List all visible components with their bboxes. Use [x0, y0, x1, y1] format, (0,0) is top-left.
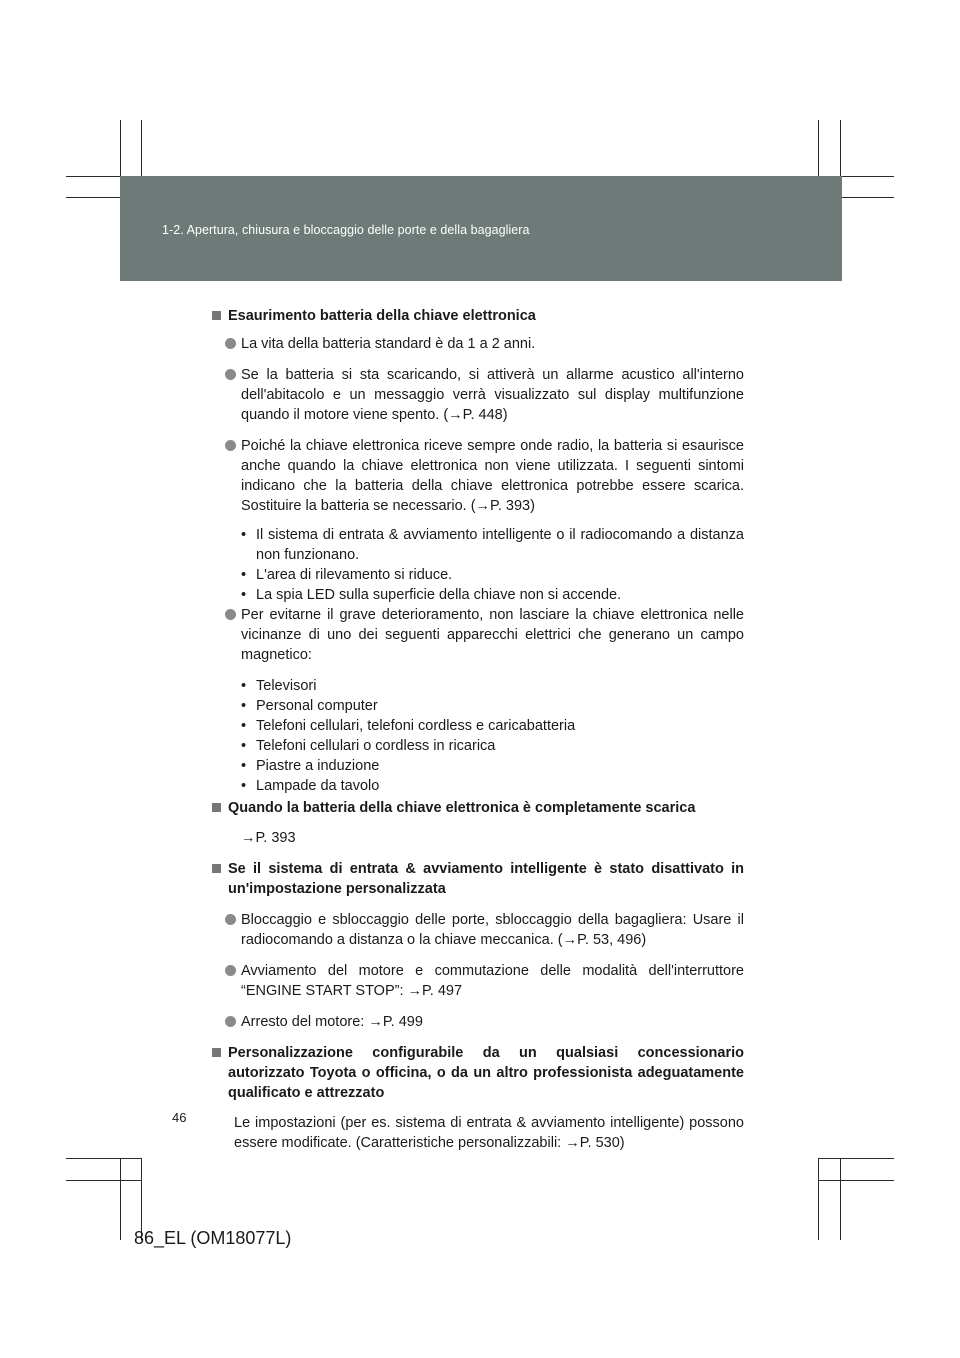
bullet-item — [212, 365, 744, 425]
list-item-text: Il sistema di entrata & avviamento intelligente o il radiocomando a distanza non funzionano. — [256, 527, 744, 563]
list-item — [212, 756, 744, 776]
heading-text: Personalizzazione configurabile da un qualsiasi concessionario autorizzato Toyota o officina, o da un altro professionista adeguatamente qualificato e attrezzato — [228, 1045, 744, 1101]
list-item — [212, 696, 744, 716]
round-bullet-icon — [225, 965, 236, 976]
bullet-item — [212, 436, 744, 516]
dot-marker-icon: • — [241, 678, 247, 694]
dot-marker-icon: • — [241, 527, 247, 543]
bullet-text: Avviamento del motore e commutazione delle modalità dell'interruttore “ENGINE START STOP”: →P. 497 — [241, 963, 744, 999]
round-bullet-icon — [225, 338, 236, 349]
square-bullet-icon — [212, 311, 221, 320]
list-item — [212, 736, 744, 756]
list-item-text: Telefoni cellulari o cordless in ricarica — [256, 738, 496, 754]
list-item — [212, 676, 744, 696]
list-item-text: Piastre a induzione — [256, 758, 380, 774]
crop-mark — [66, 1180, 142, 1181]
square-bullet-icon — [212, 864, 221, 873]
list-item — [212, 776, 744, 796]
bullet-text: La vita della batteria standard è da 1 a 2 anni. — [241, 336, 536, 352]
round-bullet-icon — [225, 369, 236, 380]
list-item — [212, 525, 744, 565]
dot-marker-icon: • — [241, 698, 247, 714]
dot-marker-icon: • — [241, 758, 247, 774]
page-number: 46 — [172, 1110, 187, 1125]
round-bullet-icon — [225, 609, 236, 620]
round-bullet-icon — [225, 1016, 236, 1027]
list-item-text: L'area di rilevamento si riduce. — [256, 567, 453, 583]
square-bullet-icon — [212, 803, 221, 812]
page-content — [212, 306, 744, 1153]
bullet-item — [212, 910, 744, 950]
list-item-text: Personal computer — [256, 698, 378, 714]
crop-mark — [840, 1158, 841, 1240]
section-heading — [212, 798, 744, 818]
bullet-text: Bloccaggio e sbloccaggio delle porte, sbloccaggio della bagagliera: Usare il radiocomando a distanza o la chiave meccanica. (→P. 53, 496) — [241, 912, 744, 948]
bullet-item — [212, 334, 744, 354]
crop-mark — [818, 1180, 894, 1181]
round-bullet-icon — [225, 440, 236, 451]
crop-mark — [818, 1158, 819, 1240]
list-item-text: Televisori — [256, 678, 317, 694]
footer-code: 86_EL (OM18077L) — [134, 1228, 292, 1248]
dot-marker-icon: • — [241, 738, 247, 754]
list-item — [212, 716, 744, 736]
dot-marker-icon: • — [241, 718, 247, 734]
heading-text: Se il sistema di entrata & avviamento intelligente è stato disattivato in un'impostazione personalizzata — [228, 861, 744, 897]
list-item-text: Lampade da tavolo — [256, 778, 380, 794]
bullet-text: Se la batteria si sta scaricando, si attiverà un allarme acustico all'interno dell'abitacolo e un messaggio verrà visualizzato sul display multifunzione quando il motore viene spento. (→P. 448) — [241, 367, 744, 423]
section-heading — [212, 1043, 744, 1103]
crop-mark — [818, 1158, 894, 1159]
paragraph-text: Le impostazioni (per es. sistema di entrata & avviamento intelligente) possono essere modificate. (Caratteristiche personalizzabili: →P. 530) — [234, 1115, 744, 1151]
bullet-text: Poiché la chiave elettronica riceve sempre onde radio, la batteria si esaurisce anche quando la chiave elettronica non viene utilizzata. I seguenti sintomi indicano che la batteria della chiave elettronica potrebbe essere scarica. Sostituire la batteria se necessario. (→P. 393) — [241, 438, 744, 514]
list-item — [212, 565, 744, 585]
list-item — [212, 585, 744, 605]
dot-marker-icon: • — [241, 778, 247, 794]
bullet-item — [212, 605, 744, 665]
round-bullet-icon — [225, 914, 236, 925]
heading-text: Quando la batteria della chiave elettronica è completamente scarica — [228, 800, 696, 816]
reference-text: →P. 393 — [241, 830, 296, 846]
crop-mark — [120, 1158, 121, 1240]
dot-marker-icon: • — [241, 587, 247, 603]
section-heading — [212, 859, 744, 899]
list-item-text: La spia LED sulla superficie della chiave non si accende. — [256, 587, 622, 603]
bullet-text: Per evitarne il grave deterioramento, non lasciare la chiave elettronica nelle vicinanze di uno dei seguenti apparecchi elettrici che generano un campo magnetico: — [241, 607, 744, 663]
heading-text: Esaurimento batteria della chiave elettronica — [228, 308, 536, 324]
dot-marker-icon: • — [241, 567, 247, 583]
section-heading — [212, 306, 744, 326]
crop-mark — [66, 1158, 142, 1159]
list-item-text: Telefoni cellulari, telefoni cordless e caricabatteria — [256, 718, 576, 734]
square-bullet-icon — [212, 1048, 221, 1057]
bullet-text: Arresto del motore: →P. 499 — [241, 1014, 423, 1030]
bullet-item — [212, 961, 744, 1001]
bullet-item — [212, 1012, 744, 1032]
section-title: 1-2. Apertura, chiusura e bloccaggio delle porte e della bagagliera — [162, 223, 530, 237]
